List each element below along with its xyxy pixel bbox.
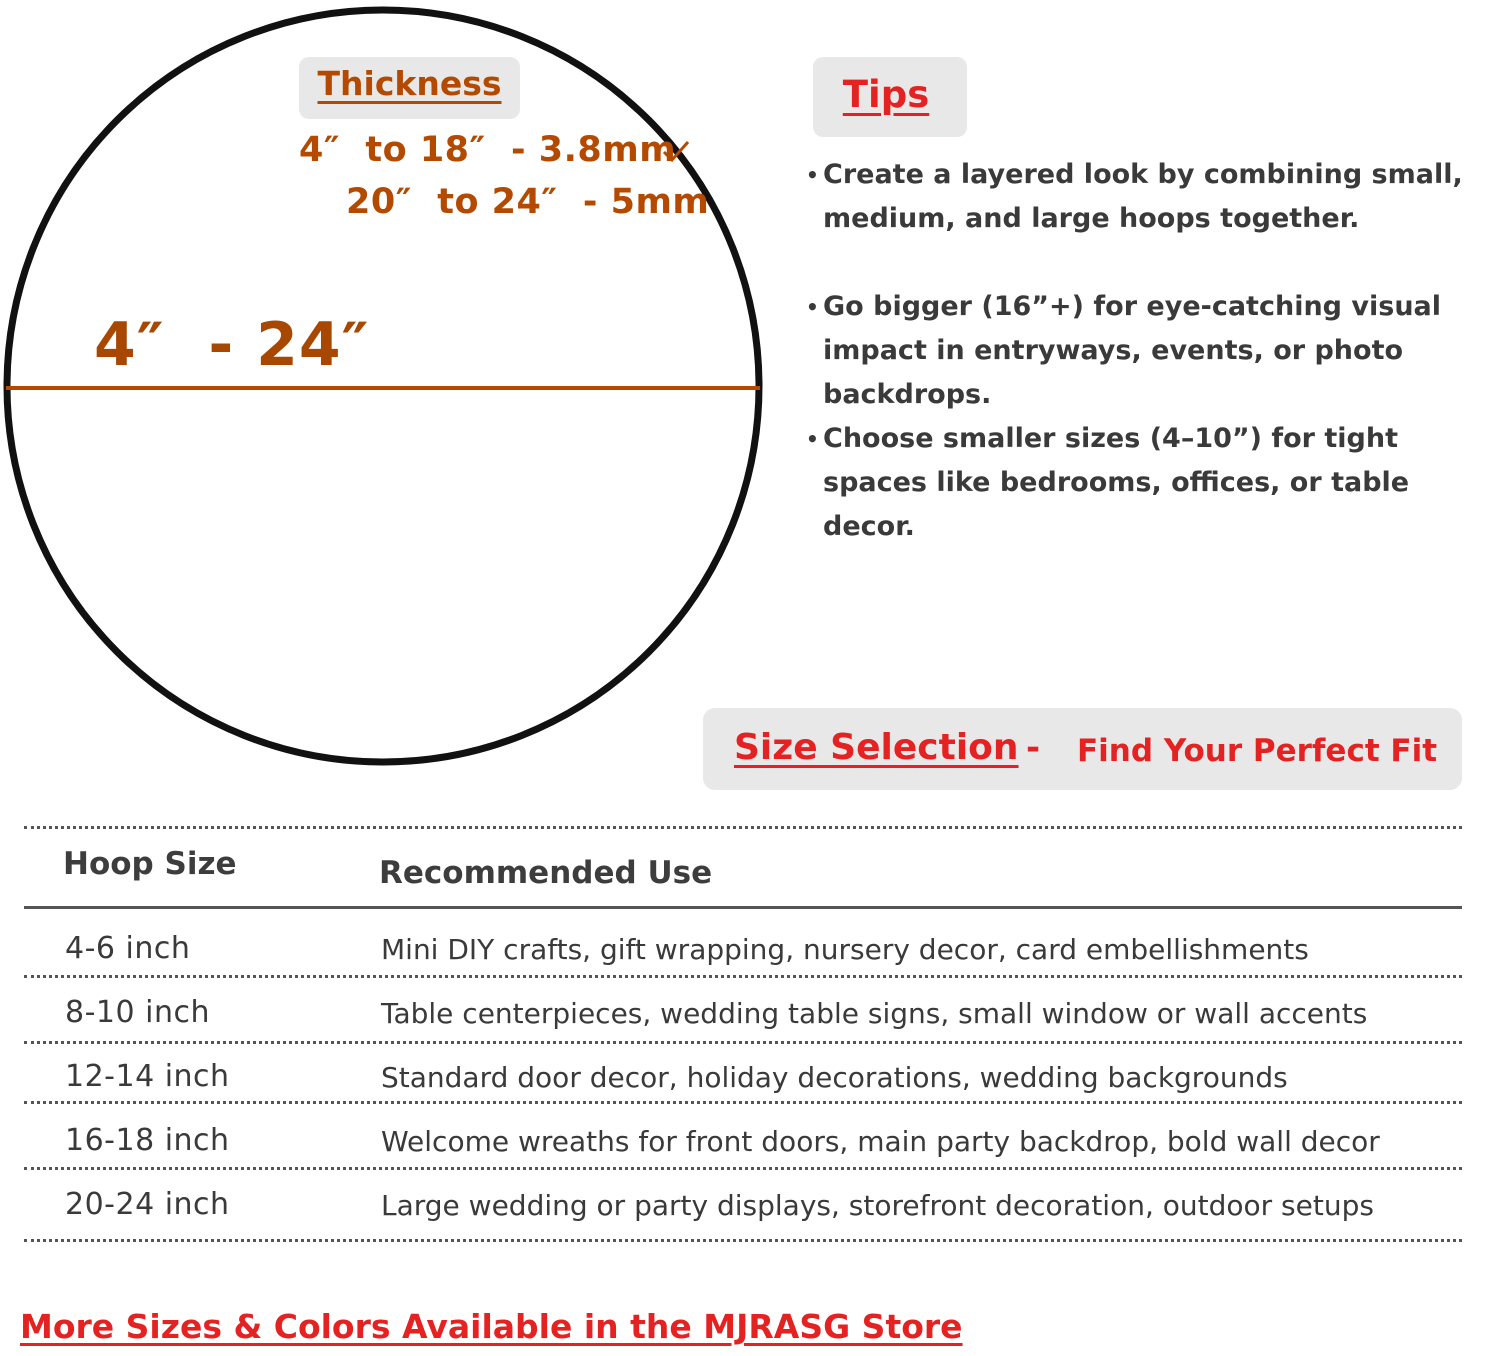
row-size: 8-10 inch xyxy=(65,995,210,1030)
tip-text: Choose smaller sizes (4–10”) for tight spaces like bedrooms, offices, or table decor. xyxy=(823,423,1410,542)
row-divider xyxy=(24,1101,1462,1104)
bullet-icon: • xyxy=(806,295,819,319)
size-selection-subtitle: Find Your Perfect Fit xyxy=(1077,733,1438,769)
thickness-spec-small: 4″ to 18″ - 3.8mm xyxy=(299,130,677,170)
row-divider xyxy=(24,1041,1462,1044)
tip-text: Create a layered look by combining small, medium, and large hoops together. xyxy=(823,159,1463,234)
row-size: 12-14 inch xyxy=(65,1059,230,1094)
tips-title: Tips xyxy=(842,73,930,116)
table-top-divider xyxy=(24,826,1462,829)
size-range-label: 4″ - 24″ xyxy=(94,310,370,380)
table-header-divider xyxy=(24,906,1462,909)
header-recommended-use: Recommended Use xyxy=(379,855,713,891)
row-use: Standard door decor, holiday decorations, wedding backgrounds xyxy=(381,1061,1288,1094)
header-hoop-size: Hoop Size xyxy=(63,846,237,882)
row-divider xyxy=(24,975,1462,978)
row-size: 20-24 inch xyxy=(65,1187,230,1222)
tip-item xyxy=(806,285,1496,417)
tip-item xyxy=(806,153,1496,241)
size-selection-title: Size Selection xyxy=(734,727,1019,768)
row-use: Large wedding or party displays, storefront decoration, outdoor setups xyxy=(381,1189,1374,1222)
bullet-icon: • xyxy=(806,163,819,187)
store-link[interactable]: More Sizes & Colors Available in the MJRASG Store xyxy=(20,1307,963,1346)
row-size: 4-6 inch xyxy=(65,931,191,966)
bullet-icon: • xyxy=(806,427,819,451)
thickness-spec-large: 20″ to 24″ - 5mm xyxy=(346,182,710,222)
row-use: Mini DIY crafts, gift wrapping, nursery decor, card embellishments xyxy=(381,933,1309,966)
row-use: Table centerpieces, wedding table signs, small window or wall accents xyxy=(381,997,1368,1030)
row-use: Welcome wreaths for front doors, main party backdrop, bold wall decor xyxy=(381,1125,1380,1158)
table-bottom-divider xyxy=(24,1239,1462,1242)
size-selection-separator: - xyxy=(1026,728,1041,768)
row-size: 16-18 inch xyxy=(65,1123,230,1158)
thickness-title: Thickness xyxy=(317,64,502,103)
row-divider xyxy=(24,1167,1462,1170)
tip-text: Go bigger (16”+) for eye-catching visual impact in entryways, events, or photo backdrops. xyxy=(823,291,1442,410)
tip-item xyxy=(806,417,1496,549)
